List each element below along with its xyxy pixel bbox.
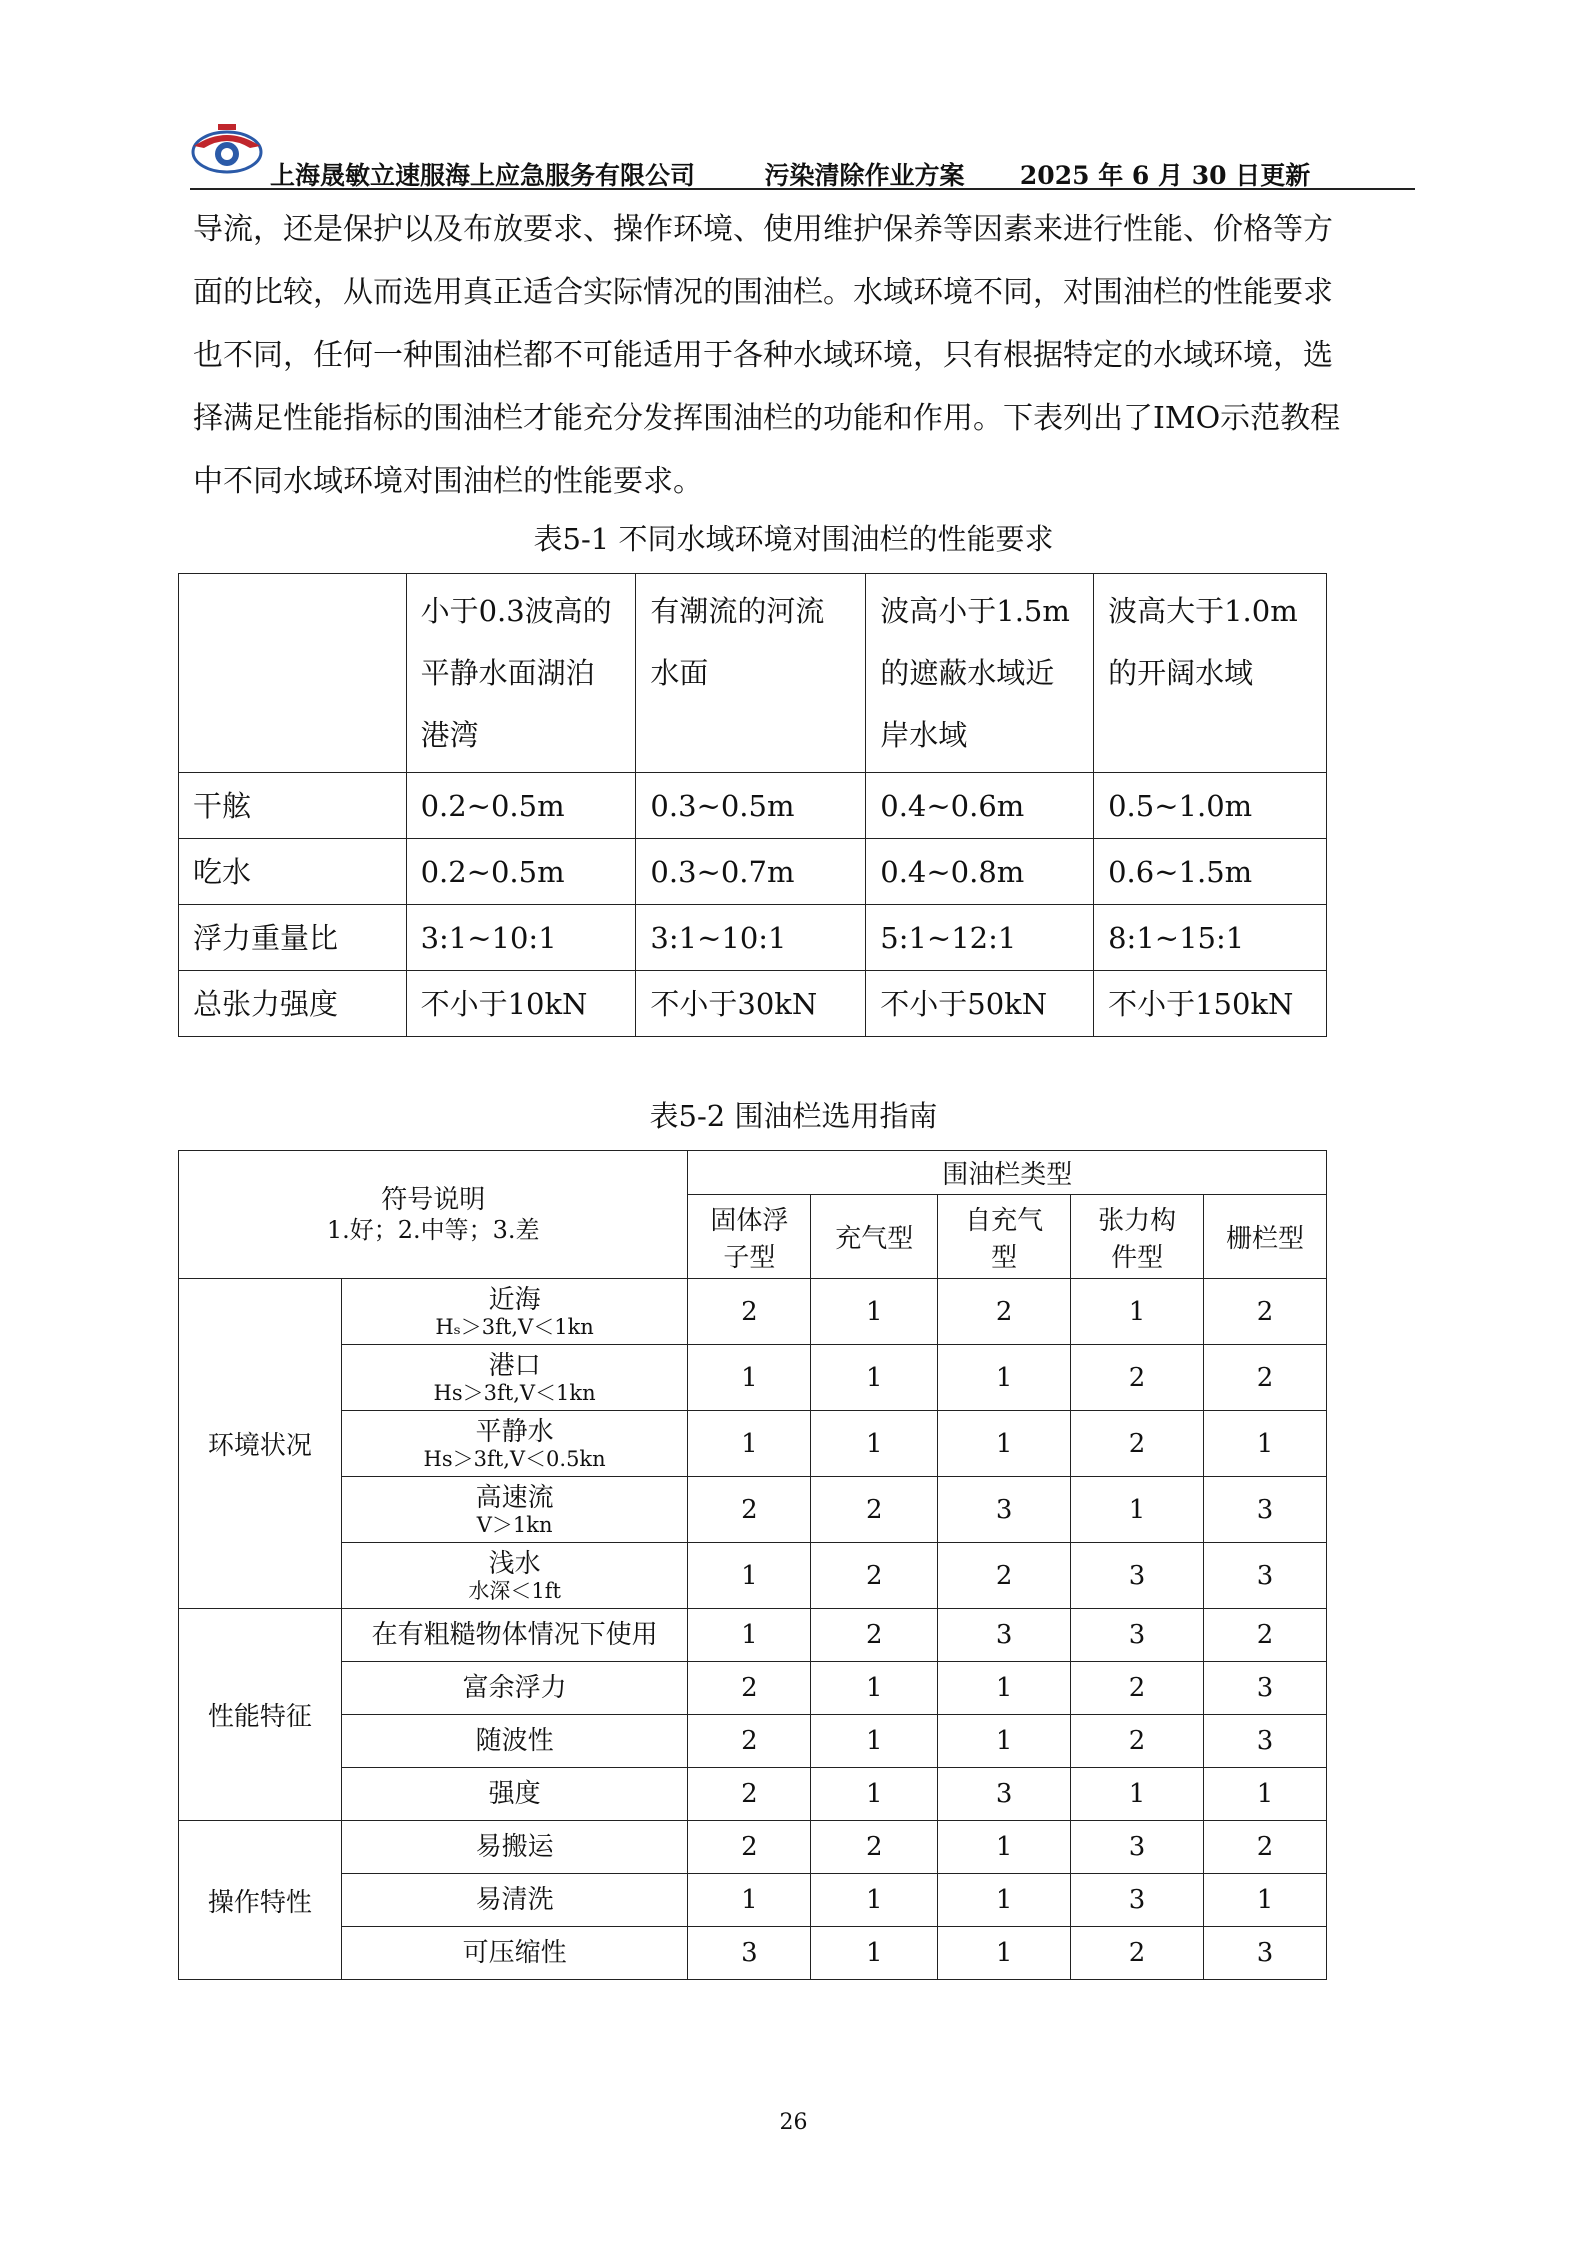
rating-cell: 1	[811, 1874, 938, 1927]
rating-cell: 2	[1071, 1411, 1204, 1477]
type-header-cell: 充气型	[811, 1195, 938, 1279]
row-label	[341, 1543, 688, 1609]
rating-cell: 2	[1071, 1715, 1204, 1768]
row-label-main: 浅水	[488, 1548, 541, 1579]
table-row	[179, 1609, 1327, 1662]
rating-cell: 1	[688, 1345, 811, 1411]
boom-selection-guide-table	[178, 1150, 1327, 1980]
header-rule	[190, 188, 1415, 190]
header-date: 2025 年 6 月 30 日更新	[1019, 161, 1311, 190]
table-cell: 8:1~15:1	[1094, 905, 1327, 971]
rating-cell: 1	[688, 1543, 811, 1609]
row-label	[341, 1768, 688, 1821]
table1-header-cell: 波高大于1.0m的开阔水域	[1094, 574, 1327, 773]
rating-cell: 1	[811, 1411, 938, 1477]
boom-performance-table	[178, 573, 1327, 1037]
row-label	[341, 1411, 688, 1477]
rating-cell: 3	[1204, 1927, 1327, 1980]
row-label-main: 平静水	[475, 1416, 554, 1447]
group-label: 性能特征	[179, 1609, 342, 1821]
row-label-main: 高速流	[475, 1482, 554, 1513]
rating-cell: 1	[938, 1411, 1071, 1477]
table2-body	[179, 1151, 1327, 1980]
rating-cell: 1	[938, 1927, 1071, 1980]
rating-cell: 1	[688, 1609, 811, 1662]
table-row	[179, 1477, 1327, 1543]
table-row	[179, 1345, 1327, 1411]
table-row	[179, 1874, 1327, 1927]
rating-cell: 2	[811, 1821, 938, 1874]
table-cell: 0.4~0.6m	[866, 773, 1094, 839]
rating-cell: 1	[938, 1345, 1071, 1411]
rating-cell: 1	[1071, 1768, 1204, 1821]
row-label	[341, 1345, 688, 1411]
row-label-condition: Hs＞3ft,V＜1kn	[433, 1380, 596, 1405]
rating-cell: 1	[938, 1662, 1071, 1715]
table-cell: 0.2~0.5m	[406, 839, 636, 905]
rating-cell: 2	[688, 1279, 811, 1345]
body-paragraph	[193, 198, 1415, 513]
table-cell: 0.5~1.0m	[1094, 773, 1327, 839]
rating-cell: 1	[938, 1874, 1071, 1927]
row-label	[341, 1821, 688, 1874]
rating-cell: 3	[938, 1768, 1071, 1821]
row-label-main: 可压缩性	[462, 1938, 567, 1968]
header-doc-title: 污染清除作业方案	[764, 161, 965, 190]
rating-cell: 2	[688, 1662, 811, 1715]
table-row	[179, 1411, 1327, 1477]
table-cell: 0.2~0.5m	[406, 773, 636, 839]
rating-cell: 3	[1071, 1821, 1204, 1874]
rating-cell: 2	[1204, 1279, 1327, 1345]
rating-cell: 1	[811, 1768, 938, 1821]
row-label-condition: Hs＞3ft,V＜0.5kn	[423, 1446, 606, 1471]
type-header: 围油栏类型	[688, 1151, 1327, 1195]
row-label-main: 强度	[488, 1779, 541, 1809]
rating-cell: 2	[1204, 1821, 1327, 1874]
rating-cell: 2	[1071, 1345, 1204, 1411]
row-label	[341, 1477, 688, 1543]
table-cell: 不小于150kN	[1094, 971, 1327, 1037]
rating-cell: 1	[1204, 1768, 1327, 1821]
table-row	[179, 905, 1327, 971]
type-header-cell: 自充气型	[938, 1195, 1071, 1279]
row-label	[341, 1609, 688, 1662]
rating-cell: 3	[1071, 1609, 1204, 1662]
rating-cell: 2	[688, 1821, 811, 1874]
table-cell: 不小于30kN	[636, 971, 866, 1037]
rating-cell: 1	[1071, 1279, 1204, 1345]
row-label: 吃水	[179, 839, 407, 905]
paragraph-line: 导流，还是保护以及布放要求、操作环境、使用维护保养等因素来进行性能、价格等方	[193, 212, 1333, 247]
paragraph-line: 择满足性能指标的围油栏才能充分发挥围油栏的功能和作用。下表列出了IMO示范教程	[193, 401, 1341, 436]
row-label-main: 易清洗	[475, 1885, 554, 1915]
legend-text: 1.好；2.中等；3.差	[326, 1215, 540, 1244]
rating-cell: 3	[938, 1609, 1071, 1662]
rating-cell: 1	[811, 1715, 938, 1768]
table1-header-row	[179, 574, 1327, 773]
rating-cell: 2	[688, 1768, 811, 1821]
table2-caption: 表5-2 围油栏选用指南	[649, 1099, 938, 1133]
rating-cell: 1	[938, 1821, 1071, 1874]
row-label: 干舷	[179, 773, 407, 839]
rating-cell: 3	[1071, 1543, 1204, 1609]
table-row	[179, 1279, 1327, 1345]
legend-title: 符号说明	[381, 1184, 486, 1215]
rating-cell: 1	[811, 1927, 938, 1980]
rating-cell: 2	[938, 1279, 1071, 1345]
row-label	[341, 1662, 688, 1715]
rating-cell: 2	[1204, 1609, 1327, 1662]
rating-cell: 1	[1071, 1477, 1204, 1543]
rating-cell: 1	[811, 1345, 938, 1411]
rating-cell: 1	[811, 1279, 938, 1345]
rating-cell: 2	[1071, 1927, 1204, 1980]
table-cell: 0.4~0.8m	[866, 839, 1094, 905]
paragraph-line: 中不同水域环境对围油栏的性能要求。	[193, 464, 703, 499]
rating-cell: 3	[1204, 1543, 1327, 1609]
rating-cell: 2	[688, 1715, 811, 1768]
row-label	[341, 1279, 688, 1345]
table1-header-cell: 有潮流的河流水面	[636, 574, 866, 773]
group-label: 操作特性	[179, 1821, 342, 1980]
table-row	[179, 773, 1327, 839]
table1-header-cell: 波高小于1.5m的遮蔽水域近岸水域	[866, 574, 1094, 773]
header-company: 上海晟敏立速服海上应急服务有限公司	[270, 161, 696, 190]
page-header	[190, 118, 1415, 188]
table-cell: 不小于50kN	[866, 971, 1094, 1037]
row-label	[341, 1715, 688, 1768]
type-header-cell: 张力构件型	[1071, 1195, 1204, 1279]
table-row	[179, 1927, 1327, 1980]
rating-cell: 3	[1204, 1477, 1327, 1543]
row-label: 浮力重量比	[179, 905, 407, 971]
table1-header-cell: 小于0.3波高的平静水面湖泊港湾	[406, 574, 636, 773]
row-label	[341, 1927, 688, 1980]
legend-cell	[179, 1151, 688, 1279]
header-text	[270, 156, 1310, 192]
table-cell: 5:1~12:1	[866, 905, 1094, 971]
rating-cell: 2	[1204, 1345, 1327, 1411]
table1-corner-cell	[179, 574, 407, 773]
table-cell: 3:1~10:1	[406, 905, 636, 971]
table-row	[179, 1768, 1327, 1821]
rating-cell: 1	[1204, 1874, 1327, 1927]
row-label-condition: 水深＜1ft	[468, 1578, 561, 1603]
row-label: 总张力强度	[179, 971, 407, 1037]
rating-cell: 2	[811, 1477, 938, 1543]
table2-header-row	[179, 1151, 1327, 1195]
row-label-condition: Hₛ＞3ft,V＜1kn	[435, 1314, 594, 1339]
type-header-cell: 固体浮子型	[688, 1195, 811, 1279]
table-row	[179, 971, 1327, 1037]
rating-cell: 1	[688, 1411, 811, 1477]
row-label-main: 易搬运	[475, 1832, 554, 1862]
table-row	[179, 1662, 1327, 1715]
row-label	[341, 1874, 688, 1927]
table1-caption: 表5-1 不同水域环境对围油栏的性能要求	[533, 522, 1054, 556]
table-cell: 0.6~1.5m	[1094, 839, 1327, 905]
table-row	[179, 1715, 1327, 1768]
rating-cell: 2	[938, 1543, 1071, 1609]
page-number: 26	[779, 2110, 808, 2135]
rating-cell: 2	[688, 1477, 811, 1543]
rating-cell: 1	[688, 1874, 811, 1927]
rating-cell: 2	[811, 1609, 938, 1662]
group-label: 环境状况	[179, 1279, 342, 1609]
type-header-cell: 栅栏型	[1204, 1195, 1327, 1279]
table-cell: 不小于10kN	[406, 971, 636, 1037]
table-cell: 0.3~0.7m	[636, 839, 866, 905]
table-row	[179, 839, 1327, 905]
row-label-main: 近海	[488, 1284, 541, 1315]
rating-cell: 3	[1071, 1874, 1204, 1927]
rating-cell: 1	[811, 1662, 938, 1715]
row-label-condition: V＞1kn	[476, 1512, 553, 1537]
table-cell: 0.3~0.5m	[636, 773, 866, 839]
table-row	[179, 1543, 1327, 1609]
row-label-main: 随波性	[475, 1726, 554, 1756]
table-row	[179, 1821, 1327, 1874]
table-cell: 3:1~10:1	[636, 905, 866, 971]
company-logo-icon	[190, 118, 264, 180]
paragraph-line: 也不同，任何一种围油栏都不可能适用于各种水域环境，只有根据特定的水域环境，选	[193, 338, 1333, 373]
rating-cell: 3	[1204, 1662, 1327, 1715]
rating-cell: 1	[938, 1715, 1071, 1768]
row-label-main: 在有粗糙物体情况下使用	[371, 1620, 658, 1650]
row-label-main: 港口	[488, 1350, 541, 1381]
rating-cell: 3	[1204, 1715, 1327, 1768]
rating-cell: 1	[1204, 1411, 1327, 1477]
row-label-main: 富余浮力	[462, 1673, 567, 1703]
rating-cell: 2	[1071, 1662, 1204, 1715]
rating-cell: 2	[811, 1543, 938, 1609]
rating-cell: 3	[688, 1927, 811, 1980]
paragraph-line: 面的比较，从而选用真正适合实际情况的围油栏。水域环境不同，对围油栏的性能要求	[193, 275, 1333, 310]
rating-cell: 3	[938, 1477, 1071, 1543]
